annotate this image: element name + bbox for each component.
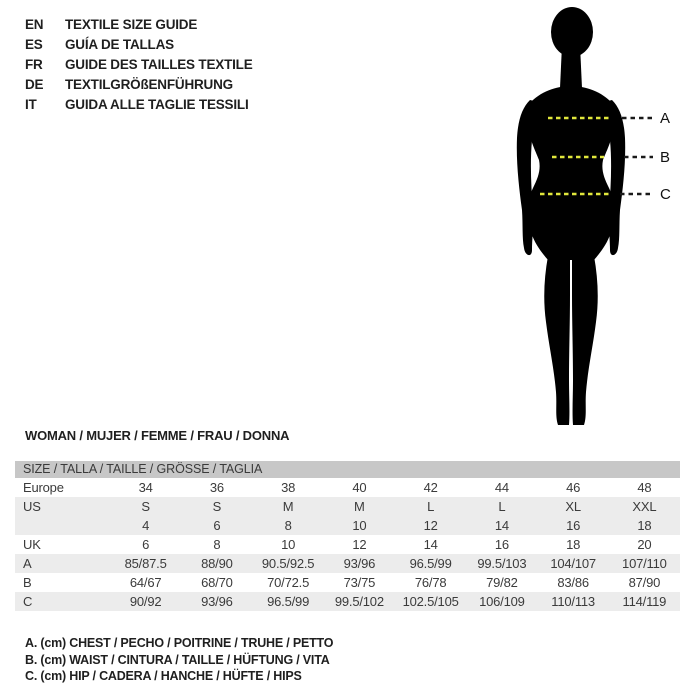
- size-cell: 96.5/99: [409, 556, 452, 571]
- guide-title: TEXTILE SIZE GUIDE: [65, 16, 198, 32]
- table-row-uk: [15, 535, 680, 554]
- size-cell: 46: [566, 480, 581, 495]
- table-row-us-numeric: [15, 516, 680, 535]
- marker-label-a: A: [660, 110, 671, 127]
- size-cell: 107/110: [622, 556, 667, 571]
- size-cell: 36: [209, 480, 224, 495]
- size-cell: 83/86: [557, 575, 589, 590]
- size-table: [15, 461, 680, 611]
- size-cell: M: [282, 499, 294, 514]
- size-cell: 96.5/99: [267, 594, 310, 609]
- size-cell: 18: [566, 537, 581, 552]
- size-cell: 64/67: [129, 575, 162, 590]
- size-cell: 8: [213, 537, 221, 552]
- size-cell: 34: [138, 480, 153, 495]
- size-cell: S: [141, 499, 150, 514]
- language-row: [25, 34, 253, 54]
- size-cell: 8: [284, 518, 292, 533]
- size-cell: 44: [494, 480, 509, 495]
- table-row-waist: [15, 573, 680, 592]
- language-code: ES: [25, 36, 43, 52]
- size-cell: 6: [213, 518, 221, 533]
- language-code: FR: [25, 56, 43, 72]
- size-cell: 104/107: [550, 556, 596, 571]
- size-cell: 87/90: [628, 575, 661, 590]
- size-cell: 10: [352, 518, 367, 533]
- size-table-header: SIZE / TALLA / TAILLE / GRÖSSE / TAGLIA: [15, 461, 680, 478]
- table-row-hip: [15, 592, 680, 611]
- size-cell: 42: [423, 480, 438, 495]
- measurement-figure: [470, 0, 700, 440]
- size-cell: 73/75: [343, 575, 376, 590]
- size-cell: 76/78: [414, 575, 447, 590]
- row-label: [15, 516, 110, 535]
- table-row-chest: [15, 554, 680, 573]
- size-cell: 93/96: [201, 594, 233, 609]
- language-row: [25, 94, 253, 114]
- size-cell: 38: [281, 480, 296, 495]
- guide-title: TEXTILGRÖßENFÜHRUNG: [65, 76, 233, 92]
- row-label: A: [23, 556, 32, 571]
- language-list: [25, 14, 253, 114]
- woman-silhouette: [517, 7, 625, 425]
- size-cell: 18: [637, 518, 652, 533]
- marker-label-c: C: [660, 186, 671, 203]
- size-cell: 99.5/103: [477, 556, 527, 571]
- size-cell: 4: [142, 518, 150, 533]
- language-code: EN: [25, 16, 44, 32]
- row-label: C: [23, 594, 33, 609]
- size-cell: 90.5/92.5: [261, 556, 315, 571]
- size-cell: 114/119: [622, 594, 667, 609]
- size-cell: 106/109: [479, 594, 525, 609]
- size-cell: 70/72.5: [267, 575, 310, 590]
- legend-hip: C. (cm) HIP / CADERA / HANCHE / HÜFTE / HIPS: [25, 669, 302, 683]
- size-cell: 68/70: [201, 575, 233, 590]
- measurement-legend: [25, 635, 333, 685]
- size-cell: 10: [281, 537, 296, 552]
- size-cell: 6: [142, 537, 150, 552]
- size-cell: 16: [566, 518, 581, 533]
- guide-title: GUÍA DE TALLAS: [65, 36, 174, 52]
- legend-chest: A. (cm) CHEST / PECHO / POITRINE / TRUHE / PETTO: [25, 636, 334, 650]
- language-code: IT: [25, 96, 37, 112]
- legend-waist: B. (cm) WAIST / CINTURA / TAILLE / HÜFTUNG / VITA: [25, 652, 330, 667]
- size-cell: XXL: [632, 499, 657, 514]
- size-cell: 110/113: [551, 594, 595, 609]
- size-cell: 20: [637, 537, 652, 552]
- table-row-europe: [15, 478, 680, 497]
- size-cell: 88/90: [201, 556, 233, 571]
- row-label: UK: [23, 537, 41, 552]
- size-cell: 40: [352, 480, 367, 495]
- row-label: US: [23, 499, 41, 514]
- language-row: [25, 14, 253, 34]
- size-cell: 102.5/105: [402, 594, 459, 609]
- size-cell: 14: [494, 518, 509, 533]
- size-cell: 12: [352, 537, 367, 552]
- size-cell: 12: [423, 518, 438, 533]
- table-row-us: [15, 497, 680, 516]
- size-cell: 16: [494, 537, 509, 552]
- size-cell: 48: [637, 480, 652, 495]
- size-cell: 93/96: [343, 556, 376, 571]
- guide-title: GUIDA ALLE TAGLIE TESSILI: [65, 96, 249, 112]
- size-cell: 14: [423, 537, 438, 552]
- language-code: DE: [25, 76, 44, 92]
- section-title: WOMAN / MUJER / FEMME / FRAU / DONNA: [25, 428, 290, 443]
- size-cell: 85/87.5: [124, 556, 167, 571]
- size-cell: L: [427, 499, 435, 514]
- size-cell: 90/92: [129, 594, 162, 609]
- size-cell: L: [498, 499, 506, 514]
- row-label: Europe: [23, 480, 64, 495]
- guide-title: GUIDE DES TAILLES TEXTILE: [65, 56, 253, 72]
- row-label: B: [23, 575, 32, 590]
- language-row: [25, 74, 253, 94]
- marker-label-b: B: [660, 149, 671, 166]
- size-cell: 79/82: [486, 575, 518, 590]
- size-cell: M: [354, 499, 365, 514]
- language-row: [25, 54, 253, 74]
- size-cell: 99.5/102: [334, 594, 384, 609]
- size-cell: XL: [565, 499, 581, 514]
- size-cell: S: [212, 499, 222, 514]
